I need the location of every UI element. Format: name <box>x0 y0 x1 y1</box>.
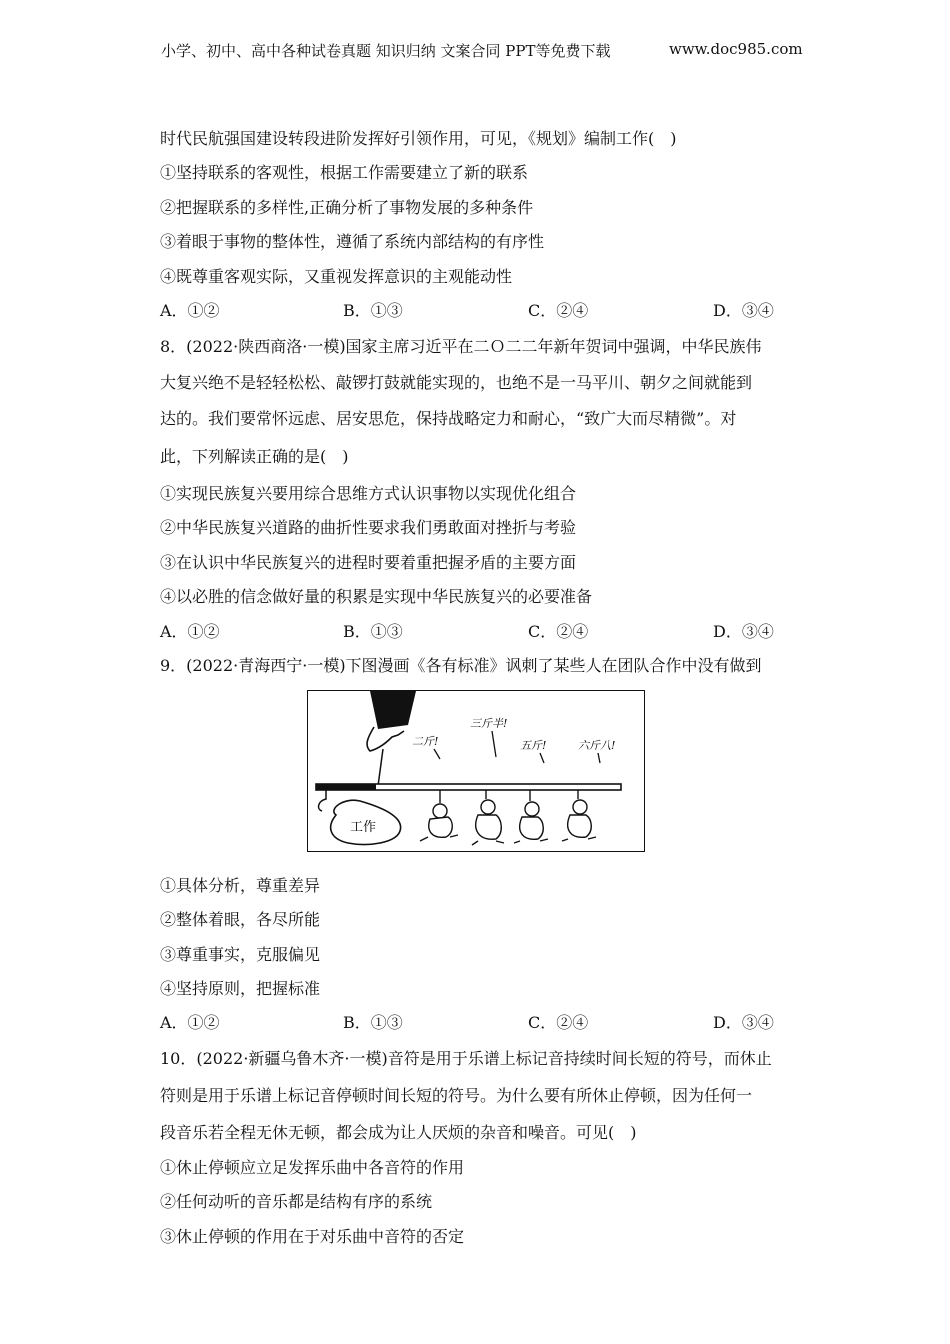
q7-item-1: ①坚持联系的客观性，根据工作需要建立了新的联系 <box>160 163 529 182</box>
cartoon-shout-2: 五斤! <box>520 739 547 752</box>
q7-option-b[interactable]: B．①③ <box>343 301 403 320</box>
q9-item-2: ②整体着眼，各尽所能 <box>160 910 321 929</box>
q8-option-b[interactable]: B．①③ <box>343 622 403 641</box>
q8-option-a[interactable]: A．①② <box>160 622 220 641</box>
q10-item-1: ①休止停顿应立足发挥乐曲中各音符的作用 <box>160 1158 465 1177</box>
cartoon-pointers <box>434 731 600 763</box>
q9-stem: 9．(2022·青海西宁·一模)下图漫画《各有标准》讽刺了某些人在团队合作中没有做到 <box>160 656 762 675</box>
q7-option-c[interactable]: C．②④ <box>528 301 589 320</box>
q8-item-1: ①实现民族复兴要用综合思维方式认识事物以实现优化组合 <box>160 484 577 503</box>
cartoon-drawing <box>308 691 644 851</box>
cartoon-shout-1: 二斤! <box>412 735 439 748</box>
cartoon-shout-top: 三斤半! <box>470 717 508 730</box>
cartoon-bag-label: 工作 <box>350 820 377 835</box>
cartoon-beam-end <box>316 784 376 790</box>
header-site-link[interactable]: www.doc985.com <box>669 40 803 58</box>
q9-item-4: ④坚持原则，把握标准 <box>160 979 321 998</box>
q9-option-a[interactable]: A．①② <box>160 1013 220 1032</box>
cartoon-sleeve <box>370 691 416 729</box>
cartoon-shout-3: 六斤八! <box>578 739 616 752</box>
cartoon-hook <box>319 790 326 811</box>
q9-option-d[interactable]: D．③④ <box>713 1013 774 1032</box>
q7-option-a[interactable]: A．①② <box>160 301 220 320</box>
q9-item-1: ①具体分析，尊重差异 <box>160 876 321 895</box>
q10-item-3: ③休止停顿的作用在于对乐曲中音符的否定 <box>160 1227 465 1246</box>
q10-item-2: ②任何动听的音乐都是结构有序的系统 <box>160 1192 433 1211</box>
q9-option-b[interactable]: B．①③ <box>343 1013 403 1032</box>
q8-stem-line-3: 达的。我们要常怀远虑、居安思危，保持战略定力和耐心，“致广大而尽精微”。对 <box>160 409 737 428</box>
q9-option-c[interactable]: C．②④ <box>528 1013 589 1032</box>
q8-item-2: ②中华民族复兴道路的曲折性要求我们勇敢面对挫折与考验 <box>160 518 577 537</box>
cartoon-hand <box>367 727 404 751</box>
q7-stem-continuation: 时代民航强国建设转段进阶发挥好引领作用，可见，《规划》编制工作( ) <box>160 129 677 148</box>
q8-option-c[interactable]: C．②④ <box>528 622 589 641</box>
q8-item-3: ③在认识中华民族复兴的进程时要着重把握矛盾的主要方面 <box>160 553 577 572</box>
q8-option-d[interactable]: D．③④ <box>713 622 774 641</box>
q7-option-d[interactable]: D．③④ <box>713 301 774 320</box>
q9-item-3: ③尊重事实，克服偏见 <box>160 945 321 964</box>
q8-item-4: ④以必胜的信念做好量的积累是实现中华民族复兴的必要准备 <box>160 587 593 606</box>
q8-stem-line-4: 此，下列解读正确的是( ) <box>160 447 349 466</box>
q8-stem-line-2: 大复兴绝不是轻轻松松、敲锣打鼓就能实现的，也绝不是一马平川、朝夕之间就能到 <box>160 373 753 392</box>
cartoon-figures <box>420 790 596 845</box>
header-slogan: 小学、初中、高中各种试卷真题 知识归纳 文案合同 PPT等免费下载 <box>161 42 611 60</box>
q9-cartoon-figure <box>307 690 645 852</box>
q10-stem-line-3: 段音乐若全程无休无顿，都会成为让人厌烦的杂音和噪音。可见( ) <box>160 1123 637 1142</box>
q10-stem-line-1: 10．(2022·新疆乌鲁木齐·一模)音符是用于乐谱上标记音持续时间长短的符号，而休止 <box>160 1049 772 1068</box>
q7-item-2: ②把握联系的多样性,正确分析了事物发展的多种条件 <box>160 198 534 217</box>
q8-stem-line-1: 8．(2022·陕西商洛·一模)国家主席习近平在二Ｏ二二年新年贺词中强调，中华民族伟 <box>160 337 762 356</box>
cartoon-rope <box>378 749 383 786</box>
q7-item-4: ④既尊重客观实际，又重视发挥意识的主观能动性 <box>160 267 513 286</box>
q10-stem-line-2: 符则是用于乐谱上标记音停顿时间长短的符号。为什么要有所休止停顿，因为任何一 <box>160 1086 753 1105</box>
q7-item-3: ③着眼于事物的整体性，遵循了系统内部结构的有序性 <box>160 232 545 251</box>
